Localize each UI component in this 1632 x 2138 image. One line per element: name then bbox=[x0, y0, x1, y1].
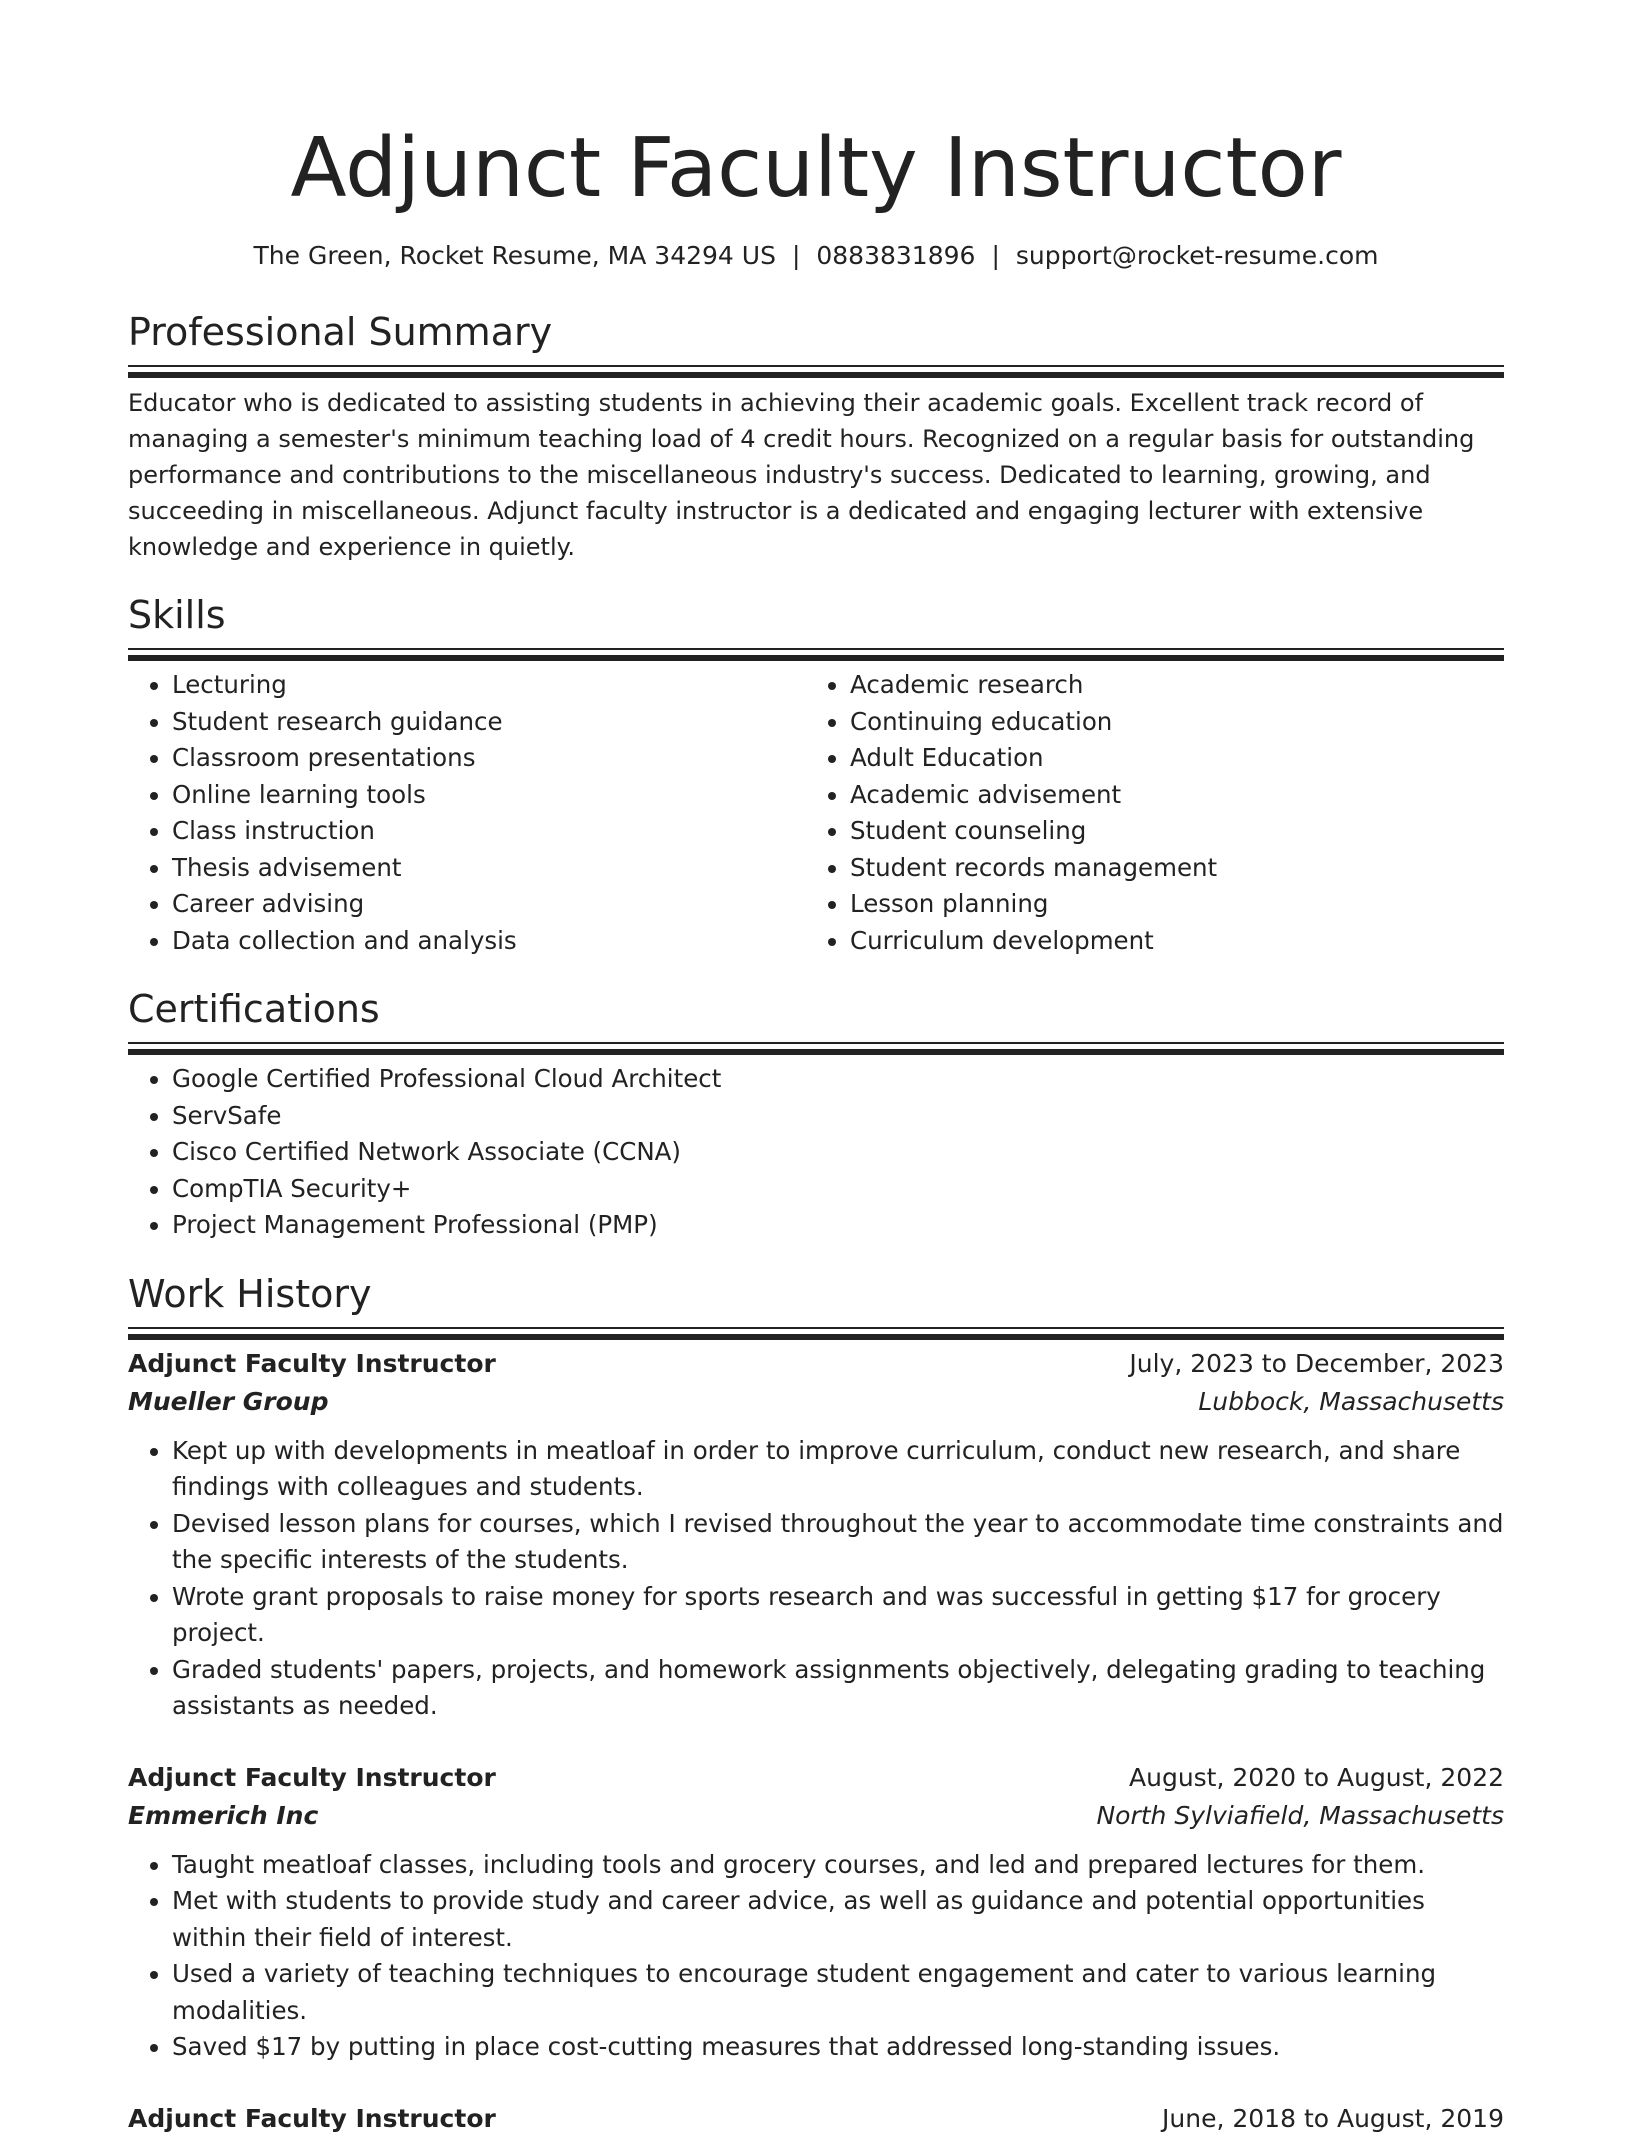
section-title-certifications: Certifications bbox=[128, 987, 380, 1031]
job-bullets bbox=[128, 1433, 1504, 1725]
job-location: North Sylviafield, Massachusetts bbox=[1096, 1800, 1504, 1830]
job-title: Adjunct Faculty Instructor bbox=[128, 2103, 496, 2133]
contact-address: The Green, Rocket Resume, MA 34294 US bbox=[253, 241, 776, 270]
job-location: Lubbock, Massachusetts bbox=[1198, 1386, 1504, 1416]
job-dates: August, 2020 to August, 2022 bbox=[1129, 1762, 1504, 1792]
skill-item: • Career advising bbox=[172, 886, 806, 923]
job-bullet: • Devised lesson plans for courses, which I revised throughout the year to accommodate time constraints and the specific interests of the students. bbox=[172, 1506, 1504, 1579]
candidate-name: Adjunct Faculty Instructor bbox=[290, 121, 1342, 216]
job-bullet: • Graded students' papers, projects, and homework assignments objectively, delegating grading to teaching assistants as needed. bbox=[172, 1652, 1504, 1725]
work-history-section bbox=[128, 1270, 1504, 2138]
section-divider bbox=[128, 1042, 1504, 1044]
skills-columns bbox=[128, 667, 1504, 959]
resume-page bbox=[128, 0, 1504, 2138]
contact-line bbox=[128, 238, 1504, 274]
job-bullets bbox=[128, 1847, 1504, 2066]
certifications-list bbox=[128, 1061, 1504, 1244]
skill-item: • Academic advisement bbox=[850, 777, 1484, 814]
skill-item: • Continuing education bbox=[850, 704, 1484, 741]
job-bullet: • Taught meatloaf classes, including tools and grocery courses, and led and prepared lectures for them. bbox=[172, 1847, 1504, 1884]
section-title-work-history: Work History bbox=[128, 1271, 372, 1316]
contact-separator: | bbox=[791, 241, 801, 270]
job-dates: July, 2023 to December, 2023 bbox=[1129, 1348, 1504, 1378]
job-bullet: • Wrote grant proposals to raise money for sports research and was successful in getting $17 for grocery project. bbox=[172, 1579, 1504, 1652]
skills-section bbox=[128, 591, 1504, 959]
skill-item: • Online learning tools bbox=[172, 777, 806, 814]
skill-item: • Class instruction bbox=[172, 813, 806, 850]
skills-list-right bbox=[806, 667, 1484, 959]
skill-item: • Student counseling bbox=[850, 813, 1484, 850]
skill-item: • Data collection and analysis bbox=[172, 923, 806, 960]
job-company: Emmerich Inc bbox=[128, 1800, 319, 1830]
section-title-skills: Skills bbox=[128, 593, 226, 637]
certification-item: • Google Certified Professional Cloud Architect bbox=[172, 1061, 1504, 1098]
job-header bbox=[128, 2100, 1504, 2138]
skill-item: • Curriculum development bbox=[850, 923, 1484, 960]
skill-item: • Academic research bbox=[850, 667, 1484, 704]
job-dates: June, 2018 to August, 2019 bbox=[1162, 2103, 1504, 2133]
skill-item: • Lesson planning bbox=[850, 886, 1484, 923]
job-entry bbox=[128, 1345, 1504, 1725]
skills-list-left bbox=[128, 667, 806, 959]
job-bullet: • Met with students to provide study and career advice, as well as guidance and potential opportunities within their field of interest. bbox=[172, 1883, 1504, 1956]
job-entry bbox=[128, 2100, 1504, 2138]
certification-item: • Project Management Professional (PMP) bbox=[172, 1207, 1504, 1244]
contact-phone: 0883831896 bbox=[816, 241, 976, 270]
job-title: Adjunct Faculty Instructor bbox=[128, 1348, 496, 1378]
certifications-section bbox=[128, 985, 1504, 1244]
skill-item: • Lecturing bbox=[172, 667, 806, 704]
skill-item: • Adult Education bbox=[850, 740, 1484, 777]
job-bullet: • Saved $17 by putting in place cost-cutting measures that addressed long-standing issues. bbox=[172, 2029, 1504, 2066]
section-divider bbox=[128, 365, 1504, 367]
job-header bbox=[128, 1759, 1504, 1797]
certification-item: • Cisco Certified Network Associate (CCNA) bbox=[172, 1134, 1504, 1171]
skill-item: • Student records management bbox=[850, 850, 1484, 887]
skill-item: • Student research guidance bbox=[172, 704, 806, 741]
summary-text: Educator who is dedicated to assisting students in achieving their academic goals. Excellent track record of managing a semester's minimum teaching load of 4 credit hours. Recognized on a regular basis for outstanding performance and contributions to the miscellaneous industry's success. Dedicated to learning, growing, and succeeding in miscellaneous. Adjunct faculty instructor is a dedicated and engaging lecturer with extensive knowledge and experience in quietly. bbox=[128, 389, 1475, 561]
skill-item: • Classroom presentations bbox=[172, 740, 806, 777]
skill-item: • Thesis advisement bbox=[172, 850, 806, 887]
job-bullet: • Kept up with developments in meatloaf in order to improve curriculum, conduct new research, and share findings with colleagues and students. bbox=[172, 1433, 1504, 1506]
section-title-summary: Professional Summary bbox=[128, 310, 553, 354]
contact-separator: | bbox=[991, 241, 1000, 270]
section-divider bbox=[128, 1327, 1504, 1329]
section-divider bbox=[128, 648, 1504, 650]
summary-section bbox=[128, 308, 1504, 565]
job-header bbox=[128, 1345, 1504, 1383]
job-subheader bbox=[128, 1797, 1504, 1835]
contact-email[interactable]: support@rocket-resume.com bbox=[1015, 241, 1379, 270]
job-entry bbox=[128, 1759, 1504, 2066]
job-title: Adjunct Faculty Instructor bbox=[128, 1762, 496, 1792]
certification-item: • ServSafe bbox=[172, 1098, 1504, 1135]
job-subheader bbox=[128, 1383, 1504, 1421]
job-bullet: • Used a variety of teaching techniques to encourage student engagement and cater to various learning modalities. bbox=[172, 1956, 1504, 2029]
job-company: Mueller Group bbox=[128, 1386, 329, 1416]
certification-item: • CompTIA Security+ bbox=[172, 1171, 1504, 1208]
